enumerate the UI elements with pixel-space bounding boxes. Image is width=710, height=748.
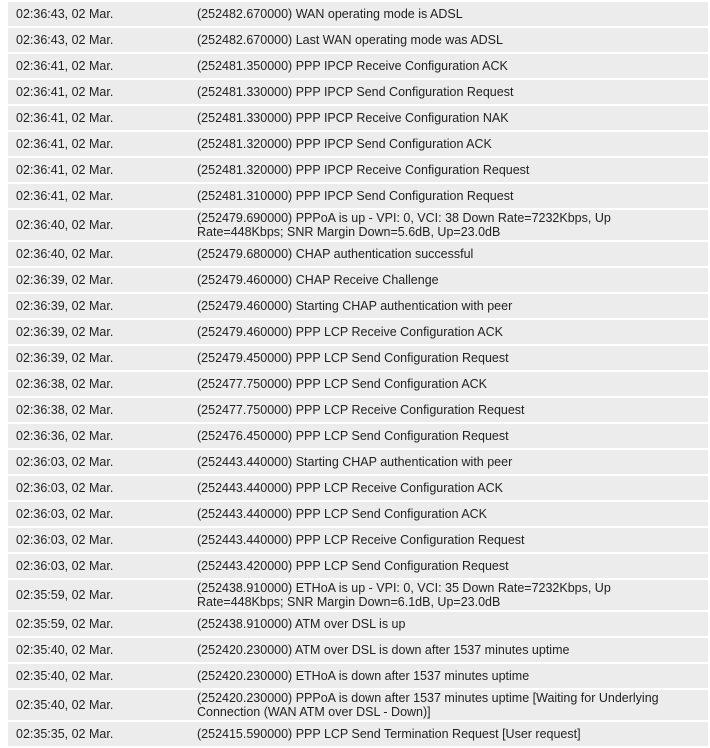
log-message: (252479.450000) PPP LCP Send Configuration Request [197,346,708,370]
log-timestamp: 02:36:03, 02 Mar. [8,528,197,552]
log-timestamp: 02:36:43, 02 Mar. [8,2,197,26]
event-log-body [8,2,708,746]
log-timestamp: 02:36:43, 02 Mar. [8,28,197,52]
log-message: (252477.750000) PPP LCP Send Configuration ACK [197,372,708,396]
log-row [8,476,708,500]
log-message: (252477.750000) PPP LCP Receive Configuration Request [197,398,708,422]
log-message: (252482.670000) Last WAN operating mode was ADSL [197,28,708,52]
log-timestamp: 02:36:40, 02 Mar. [8,242,197,266]
log-row [8,372,708,396]
log-message: (252420.230000) ATM over DSL is down after 1537 minutes uptime [197,638,708,662]
log-row [8,690,708,720]
log-timestamp: 02:36:03, 02 Mar. [8,476,197,500]
log-timestamp: 02:36:41, 02 Mar. [8,132,197,156]
log-timestamp: 02:36:39, 02 Mar. [8,320,197,344]
log-row [8,268,708,292]
log-row [8,346,708,370]
log-message: (252479.460000) PPP LCP Receive Configuration ACK [197,320,708,344]
log-message: (252481.310000) PPP IPCP Send Configuration Request [197,184,708,208]
log-message: (252420.230000) ETHoA is down after 1537 minutes uptime [197,664,708,688]
log-message: (252443.440000) PPP LCP Receive Configuration Request [197,528,708,552]
log-message: (252481.350000) PPP IPCP Receive Configuration ACK [197,54,708,78]
log-message: (252438.910000) ETHoA is up - VPI: 0, VCI: 35 Down Rate=7232Kbps, Up Rate=448Kbps; SNR Margin Down=6.1dB, Up=23.0dB [197,580,708,610]
log-message: (252479.690000) PPPoA is up - VPI: 0, VCI: 38 Down Rate=7232Kbps, Up Rate=448Kbps; SNR Margin Down=5.6dB, Up=23.0dB [197,210,708,240]
log-timestamp: 02:35:59, 02 Mar. [8,612,197,636]
log-row [8,158,708,182]
log-timestamp: 02:36:38, 02 Mar. [8,372,197,396]
log-row [8,132,708,156]
log-row [8,210,708,240]
log-timestamp: 02:35:59, 02 Mar. [8,580,197,610]
log-timestamp: 02:35:40, 02 Mar. [8,690,197,720]
log-timestamp: 02:36:41, 02 Mar. [8,158,197,182]
log-message: (252479.460000) CHAP Receive Challenge [197,268,708,292]
log-row [8,106,708,130]
log-timestamp: 02:35:40, 02 Mar. [8,638,197,662]
log-timestamp: 02:36:39, 02 Mar. [8,294,197,318]
log-timestamp: 02:35:40, 02 Mar. [8,664,197,688]
log-row [8,2,708,26]
log-timestamp: 02:36:36, 02 Mar. [8,424,197,448]
log-timestamp: 02:36:41, 02 Mar. [8,80,197,104]
log-message: (252479.460000) Starting CHAP authentication with peer [197,294,708,318]
log-row [8,580,708,610]
log-row [8,612,708,636]
log-message: (252443.440000) PPP LCP Send Configuration ACK [197,502,708,526]
log-timestamp: 02:36:03, 02 Mar. [8,450,197,474]
log-row [8,528,708,552]
log-row [8,28,708,52]
log-message: (252481.320000) PPP IPCP Receive Configuration Request [197,158,708,182]
log-message: (252438.910000) ATM over DSL is up [197,612,708,636]
log-message: (252420.230000) PPPoA is down after 1537 minutes uptime [Waiting for Underlying Connection (WAN ATM over DSL - Down)] [197,690,708,720]
log-message: (252482.670000) WAN operating mode is ADSL [197,2,708,26]
log-row [8,54,708,78]
event-log-table [8,0,708,748]
log-row [8,424,708,448]
log-row [8,80,708,104]
log-row [8,554,708,578]
log-row [8,502,708,526]
log-row [8,184,708,208]
log-timestamp: 02:36:41, 02 Mar. [8,54,197,78]
log-message: (252443.420000) PPP LCP Send Configuration Request [197,554,708,578]
log-timestamp: 02:35:35, 02 Mar. [8,722,197,746]
log-timestamp: 02:36:38, 02 Mar. [8,398,197,422]
log-timestamp: 02:36:03, 02 Mar. [8,554,197,578]
log-row [8,664,708,688]
log-message: (252415.590000) PPP LCP Send Termination Request [User request] [197,722,708,746]
log-message: (252443.440000) Starting CHAP authentication with peer [197,450,708,474]
log-row [8,450,708,474]
log-timestamp: 02:36:41, 02 Mar. [8,184,197,208]
log-message: (252481.320000) PPP IPCP Send Configuration ACK [197,132,708,156]
log-row [8,242,708,266]
log-message: (252481.330000) PPP IPCP Send Configuration Request [197,80,708,104]
log-row [8,294,708,318]
log-timestamp: 02:36:41, 02 Mar. [8,106,197,130]
log-row [8,722,708,746]
log-row [8,638,708,662]
log-row [8,398,708,422]
log-timestamp: 02:36:39, 02 Mar. [8,268,197,292]
log-message: (252479.680000) CHAP authentication successful [197,242,708,266]
log-message: (252443.440000) PPP LCP Receive Configuration ACK [197,476,708,500]
log-message: (252481.330000) PPP IPCP Receive Configuration NAK [197,106,708,130]
log-timestamp: 02:36:03, 02 Mar. [8,502,197,526]
log-message: (252476.450000) PPP LCP Send Configuration Request [197,424,708,448]
log-timestamp: 02:36:39, 02 Mar. [8,346,197,370]
log-row [8,320,708,344]
log-timestamp: 02:36:40, 02 Mar. [8,210,197,240]
